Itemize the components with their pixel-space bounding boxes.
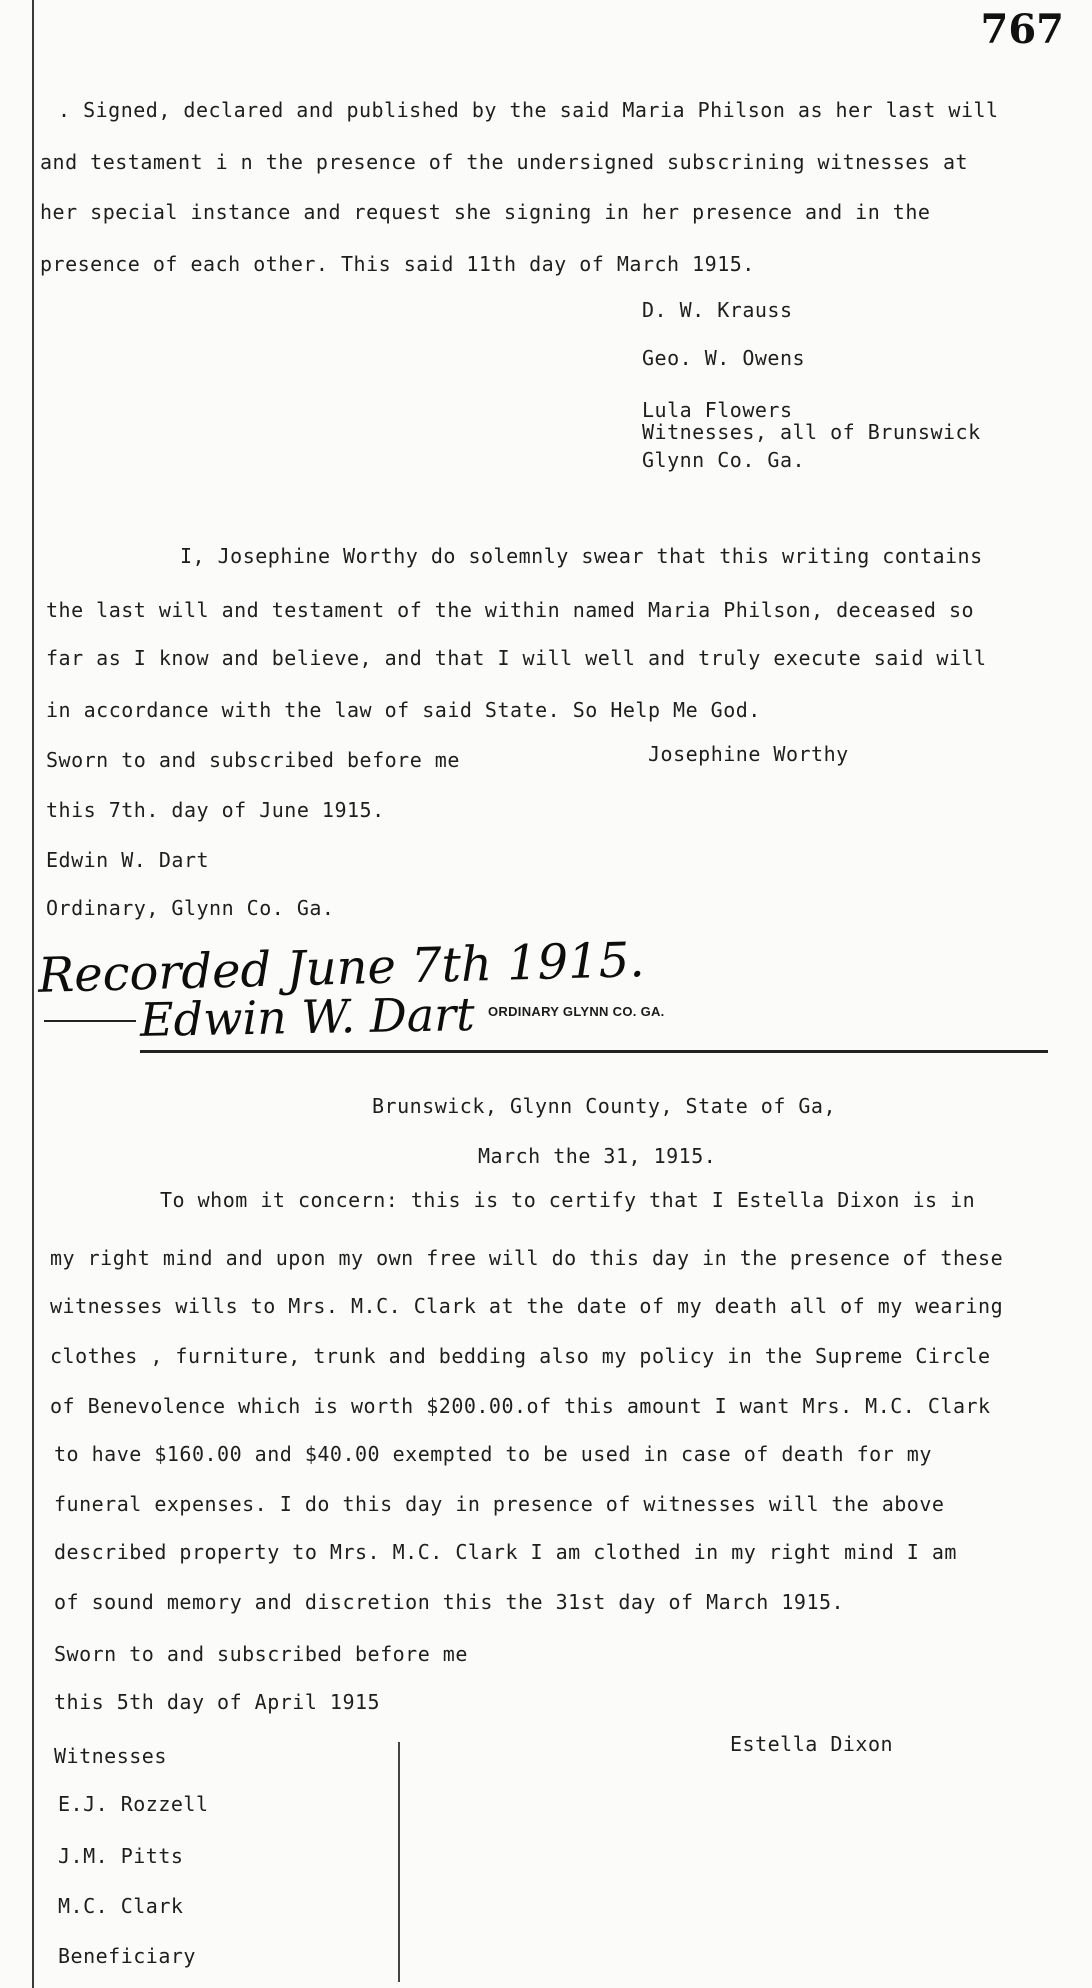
dixon-body-line: To whom it concern: this is to certify that I Estella Dixon is in xyxy=(160,1188,976,1212)
oath-signer: Josephine Worthy xyxy=(648,742,849,766)
oath-line: the last will and testament of the within named Maria Philson, deceased so xyxy=(46,598,975,622)
dixon-body-line: witnesses wills to Mrs. M.C. Clark at the date of my death all of my wearing xyxy=(50,1294,1004,1318)
ordinary-stamp: ORDINARY GLYNN CO. GA. xyxy=(488,1004,665,1019)
dixon-date: this 5th day of April 1915 xyxy=(54,1690,381,1714)
recording-signature: Edwin W. Dart xyxy=(139,987,476,1047)
section-divider xyxy=(140,1050,1048,1053)
sworn-line: Sworn to and subscribed before me xyxy=(46,748,460,772)
witness-name: Geo. W. Owens xyxy=(642,346,806,370)
dixon-signer: Estella Dixon xyxy=(730,1732,894,1756)
dixon-heading-date: March the 31, 1915. xyxy=(478,1144,717,1168)
oath-line: in accordance with the law of said State. So Help Me God. xyxy=(46,698,761,722)
dixon-body-line: to have $160.00 and $40.00 exempted to be used in case of death for my xyxy=(54,1442,932,1466)
officer-name: Edwin W. Dart xyxy=(46,848,210,872)
oath-line: I, Josephine Worthy do solemnly swear that this writing contains xyxy=(180,544,983,568)
witness-name: Lula Flowers xyxy=(642,398,793,422)
dixon-body-line: of sound memory and discretion this the 31st day of March 1915. xyxy=(54,1590,845,1614)
witness-name: D. W. Krauss xyxy=(642,298,793,322)
dixon-witnesses-label: Witnesses xyxy=(54,1744,167,1768)
witness-column-rule xyxy=(398,1742,400,1982)
dixon-body-line: of Benevolence which is worth $200.00.of this amount I want Mrs. M.C. Clark xyxy=(50,1394,991,1418)
dixon-witness-name: E.J. Rozzell xyxy=(58,1792,209,1816)
officer-title: Ordinary, Glynn Co. Ga. xyxy=(46,896,335,920)
dixon-witness-name: J.M. Pitts xyxy=(58,1844,184,1868)
oath-line: far as I know and believe, and that I will well and truly execute said will xyxy=(46,646,987,670)
dixon-heading-place: Brunswick, Glynn County, State of Ga, xyxy=(372,1094,837,1118)
dixon-body-line: described property to Mrs. M.C. Clark I am clothed in my right mind I am xyxy=(54,1540,957,1564)
dixon-body-line: funeral expenses. I do this day in presence of witnesses will the above xyxy=(54,1492,945,1516)
attestation-line: . Signed, declared and published by the said Maria Philson as her last will xyxy=(58,98,999,122)
dixon-body-line: clothes , furniture, trunk and bedding also my policy in the Supreme Circle xyxy=(50,1344,991,1368)
beneficiary-label: Beneficiary xyxy=(58,1944,196,1968)
witness-note: Witnesses, all of Brunswick xyxy=(642,420,981,444)
left-margin-rule xyxy=(32,0,34,1988)
attestation-line: and testament i n the presence of the undersigned subscrining witnesses at xyxy=(40,150,969,174)
dixon-sworn-line: Sworn to and subscribed before me xyxy=(54,1642,468,1666)
page-number: 767 xyxy=(980,6,1064,53)
attestation-line: her special instance and request she signing in her presence and in the xyxy=(40,200,931,224)
witness-location: Glynn Co. Ga. xyxy=(642,448,806,472)
recorded-note: Recorded June 7th 1915. xyxy=(37,932,646,1004)
dixon-witness-name: M.C. Clark xyxy=(58,1894,184,1918)
oath-date: this 7th. day of June 1915. xyxy=(46,798,385,822)
attestation-line: presence of each other. This said 11th day of March 1915. xyxy=(40,252,755,276)
signature-underline xyxy=(44,1020,136,1022)
dixon-body-line: my right mind and upon my own free will do this day in the presence of these xyxy=(50,1246,1004,1270)
